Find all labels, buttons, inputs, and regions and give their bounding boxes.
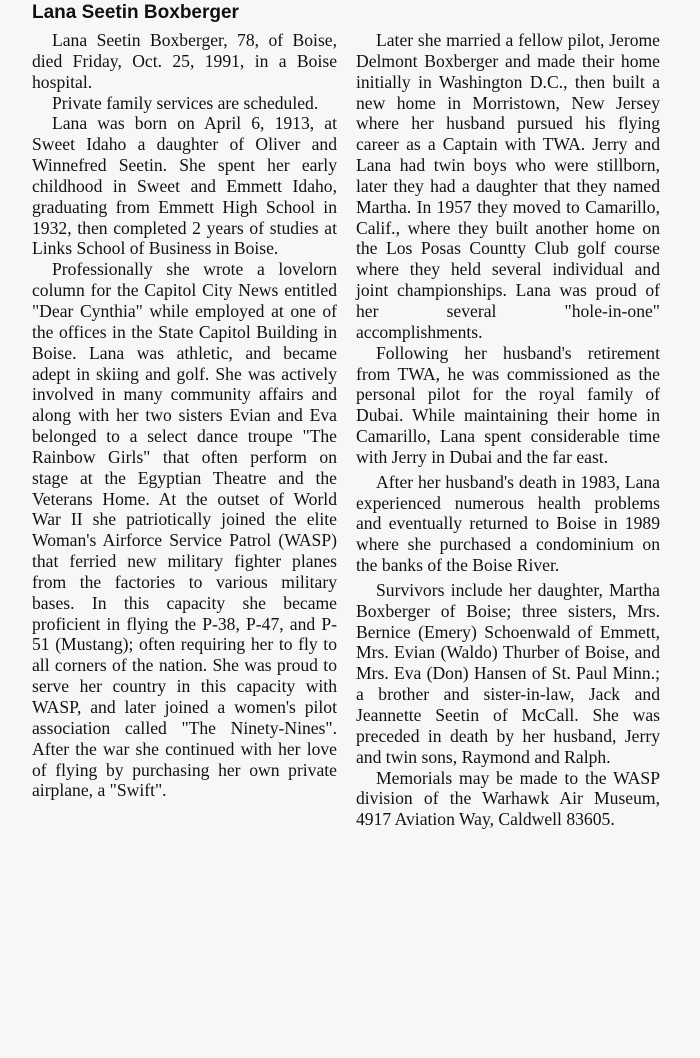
paragraph-marriage: Later she married a fellow pilot, Jerome Delmont Boxberger and made their home initially in Washington D.C., then built a new home in Morristown, New Jersey where her husband pursued his flying career as a Captain with TWA. Jerry and Lana had twin boys who were stillborn, later they had a daughter that they named Martha. In 1957 they moved to Camarillo, Calif., where they built another home on the Los Posas Countty Club golf course where they held several individual and joint championships. Lana was proud of her several "hole-in-one" accomplishments. <box>356 30 660 342</box>
paragraph-death-notice: Lana Seetin Boxberger, 78, of Boise, died Friday, Oct. 25, 1991, in a Boise hospital. <box>32 30 337 92</box>
paragraph-early-life: Lana was born on April 6, 1913, at Sweet Idaho a daughter of Oliver and Winnefred Seetin. She spent her early childhood in Sweet and Emmett Idaho, graduating from Emmett High School in 1932, then completed 2 years of studies at Links School of Business in Boise. <box>32 113 337 259</box>
paragraph-memorials: Memorials may be made to the WASP division of the Warhawk Air Museum, 4917 Aviation Way, Caldwell 83605. <box>356 767 660 830</box>
obituary-headline: Lana Seetin Boxberger <box>32 2 239 23</box>
left-column <box>32 30 337 801</box>
paragraph-career: Professionally she wrote a lovelorn column for the Capitol City News entitled "Dear Cynthia" while employed at one of the offices in the State Capitol Building in Boise. Lana was athletic, and became adept in skiing and golf. She was actively involved in many community affairs and along with her two sisters Evian and Eva belonged to a select dance troupe "The Rainbow Girls" that often perform on stage at the Egyptian Theatre and the Veterans Home. At the outset of World War II she patriotically joined the elite Woman's Airforce Service Patrol (WASP) that ferried new military fighter planes from the factories to various military bases. In this capacity she became proficient in flying the P-38, P-47, and P-51 (Mustang); often requiring her to fly to all corners of the nation. She was proud to serve her country in this capacity with WASP, and later joined a women's pilot association called "The Ninety-Nines". After the war she continued with her love of flying by purchasing her own private airplane, a "Swift". <box>32 259 337 801</box>
right-column <box>356 30 660 830</box>
paragraph-dubai: Following her husband's retirement from TWA, he was commissioned as the personal pilot for the royal family of Dubai. While maintaining their home in Camarillo, Lana spent considerable time with Jerry in Dubai and the far east. <box>356 342 660 467</box>
paragraph-survivors: Survivors include her daughter, Martha Boxberger of Boise; three sisters, Mrs. Bernice (Emery) Schoenwald of Emmett, Mrs. Evian (Waldo) Thurber of Boise, and Mrs. Eva (Don) Hansen of St. Paul Minn.; a brother and sister-in-law, Jack and Jeannette Seetin of McCall. She was preceded in death by her husband, Jerry and twin sons, Raymond and Ralph. <box>356 579 660 767</box>
paragraph-services: Private family services are scheduled. <box>52 92 319 113</box>
paragraph-later-years: After her husband's death in 1983, Lana experienced numerous health problems and eventually returned to Boise in 1989 where she purchased a condominium on the banks of the Boise River. <box>356 471 660 576</box>
